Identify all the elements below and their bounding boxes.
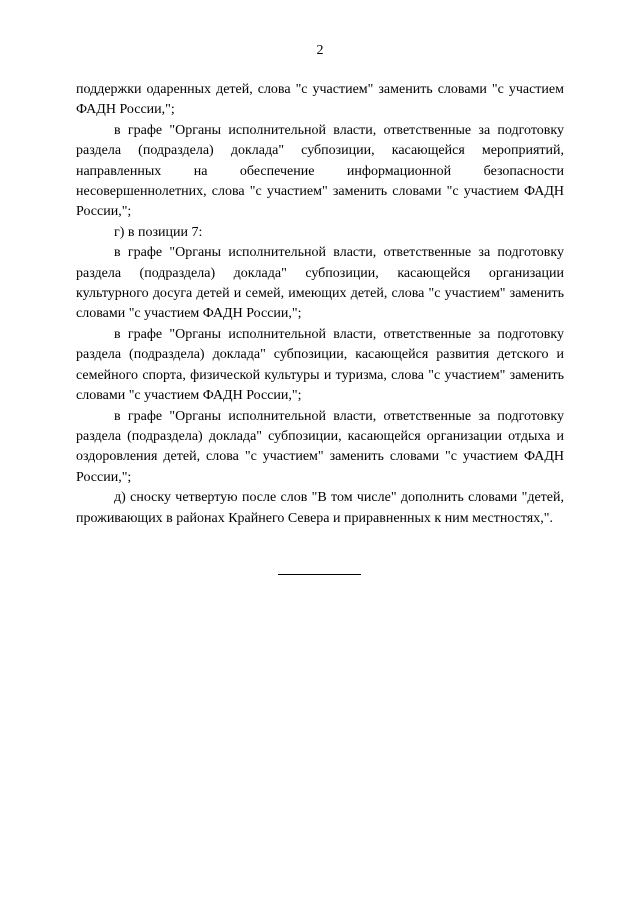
paragraph-1: поддержки одаренных детей, слова "с участием" заменить словами "с участием ФАДН России,"; [76,82,564,118]
paragraph-2: в графе "Органы исполнительной власти, ответственные за подготовку раздела (подраздела) доклада" субпозиции, касающейся мероприятий, направленных на обеспечение информационной безопасности несовершеннолетних, слова "с участием" заменить словами "с участием ФАДН России,"; [76,122,564,220]
document-body [76,80,564,529]
paragraph-4: в графе "Органы исполнительной власти, ответственные за подготовку раздела (подраздела) доклада" субпозиции, касающейся организации культурного досуга детей и семей, имеющих детей, слова "с участием" заменить словами "с участием ФАДН России,"; [76,245,564,322]
paragraph-5: в графе "Органы исполнительной власти, ответственные за подготовку раздела (подраздела) доклада" субпозиции, касающейся развития детского и семейного спорта, физической культуры и туризма, слова "с участием" заменить словами "с участием ФАДН России,"; [76,326,564,404]
end-separator-line [278,574,361,575]
paragraph-7: д) сноску четвертую после слов "В том числе" дополнить словами "детей, проживающих в районах Крайнего Севера и приравненных к ним местностях,". [76,490,564,526]
paragraph-3: г) в позиции 7: [114,224,203,240]
paragraph-6: в графе "Органы исполнительной власти, ответственные за подготовку раздела (подраздела) доклада" субпозиции, касающейся организации отдыха и оздоровления детей, слова "с участием" заменить словами "с участием ФАДН России,"; [76,408,564,485]
page-number: 2 [316,43,324,58]
